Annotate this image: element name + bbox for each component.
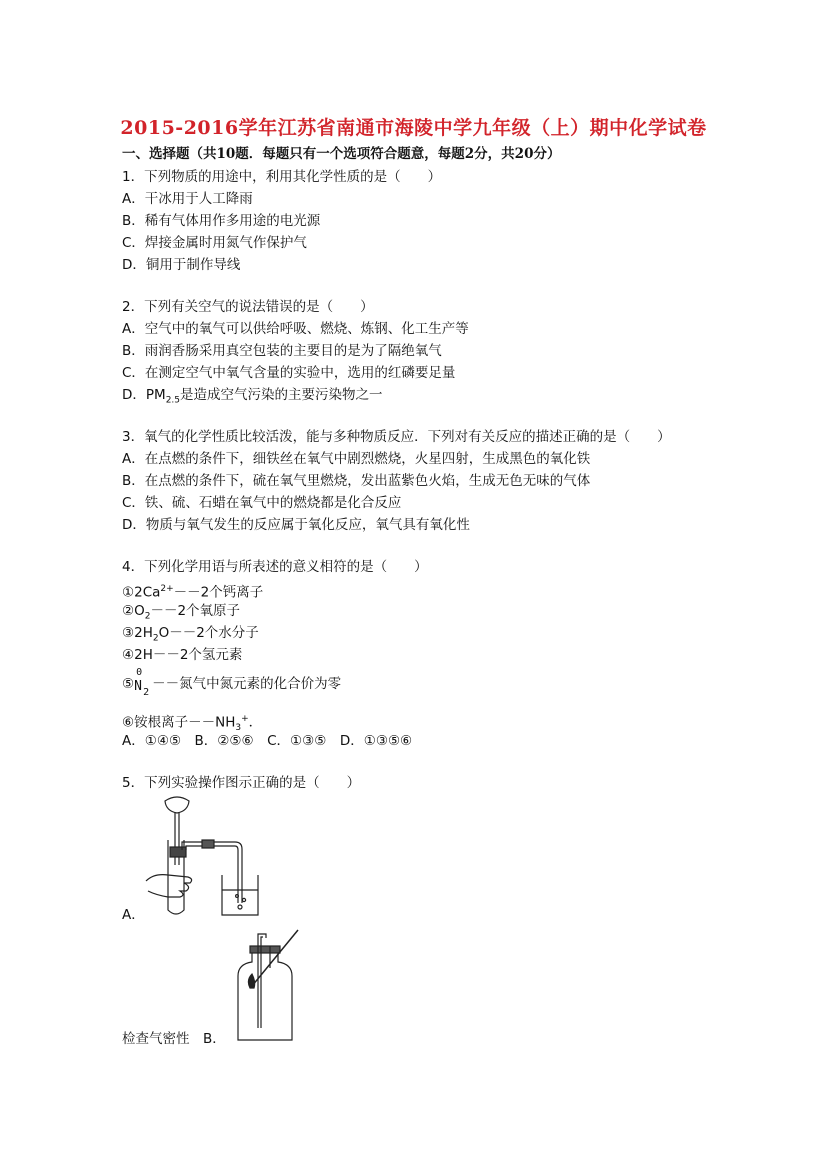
- q4-item-1: $①2Ca^{2+}--2$个钙离子: [122, 584, 264, 601]
- figure-b-gas-bottle: [232, 928, 312, 1046]
- q4-item-3: $③2H_2O--2$个水分子: [122, 625, 259, 644]
- q4-item-6: ⑥铵根离子$--NH_3^+$．: [122, 714, 263, 734]
- exam-title: 2015-2016学年江苏省南通市海陵中学九年级（上）期中化学试卷: [120, 117, 707, 139]
- q1-option-b: B．稀有气体用作多用途的电光源: [122, 213, 321, 229]
- q4-item-4: ④2H－－2个氢元素: [122, 647, 243, 663]
- q3-option-b: B．在点燃的条件下，硫在氧气里燃烧，发出蓝紫色火焰，生成无色无味的气体: [122, 473, 591, 489]
- q3-option-d: D．物质与氧气发生的反应属于氧化反应，氧气具有氧化性: [122, 517, 470, 533]
- q4-options: A．①④⑤ B．②⑤⑥ C．①③⑤ D．①③⑤⑥: [122, 733, 413, 749]
- q1-option-a: A．干冰用于人工降雨: [122, 191, 253, 207]
- q2-option-a: A．空气中的氧气可以供给呼吸、燃烧、炼钢、化工生产等: [122, 321, 469, 337]
- q3-option-c: C．铁、硫、石蜡在氧气中的燃烧都是化合反应: [122, 495, 402, 511]
- q2-option-c: C．在测定空气中氧气含量的实验中，选用的红磷要足量: [122, 365, 456, 381]
- q5-option-b-caption: 检查气密性 B．: [122, 1031, 226, 1047]
- q2-option-b: B．雨润香肠采用真空包装的主要目的是为了隔绝氧气: [122, 343, 442, 359]
- q5-option-a-label: A．: [122, 907, 145, 923]
- q4-item-2: $②O_2--2$个氧原子: [122, 603, 241, 622]
- q1-stem: 1．下列物质的用途中，利用其化学性质的是（ ）: [122, 169, 442, 185]
- q4-item-5: ⑤ 0 N 2 －－氮气中氮元素的化合价为零: [122, 667, 342, 698]
- q1-option-c: C．焊接金属时用氮气作保护气: [122, 235, 307, 251]
- q2-stem: 2．下列有关空气的说法错误的是（ ）: [122, 299, 374, 315]
- q5-stem: 5．下列实验操作图示正确的是（ ）: [122, 775, 361, 791]
- q3-stem: 3．氧气的化学性质比较活泼，能与多种物质反应．下列对有关反应的描述正确的是（ ）: [122, 429, 671, 445]
- figure-a-airtightness-apparatus: [140, 795, 260, 920]
- section-heading: 一、选择题（共10题．每题只有一个选项符合题意，每题2分，共20分）: [122, 146, 561, 162]
- q2-option-d: D．$PM_{2.5}$是造成空气污染的主要污染物之一: [122, 387, 383, 406]
- q4-stem: 4．下列化学用语与所表述的意义相符的是（ ）: [122, 559, 428, 575]
- q3-option-a: A．在点燃的条件下，细铁丝在氧气中剧烈燃烧，火星四射，生成黑色的氧化铁: [122, 451, 591, 467]
- valence-notation: 0 N 2: [134, 667, 150, 698]
- q1-option-d: D．铜用于制作导线: [122, 257, 241, 273]
